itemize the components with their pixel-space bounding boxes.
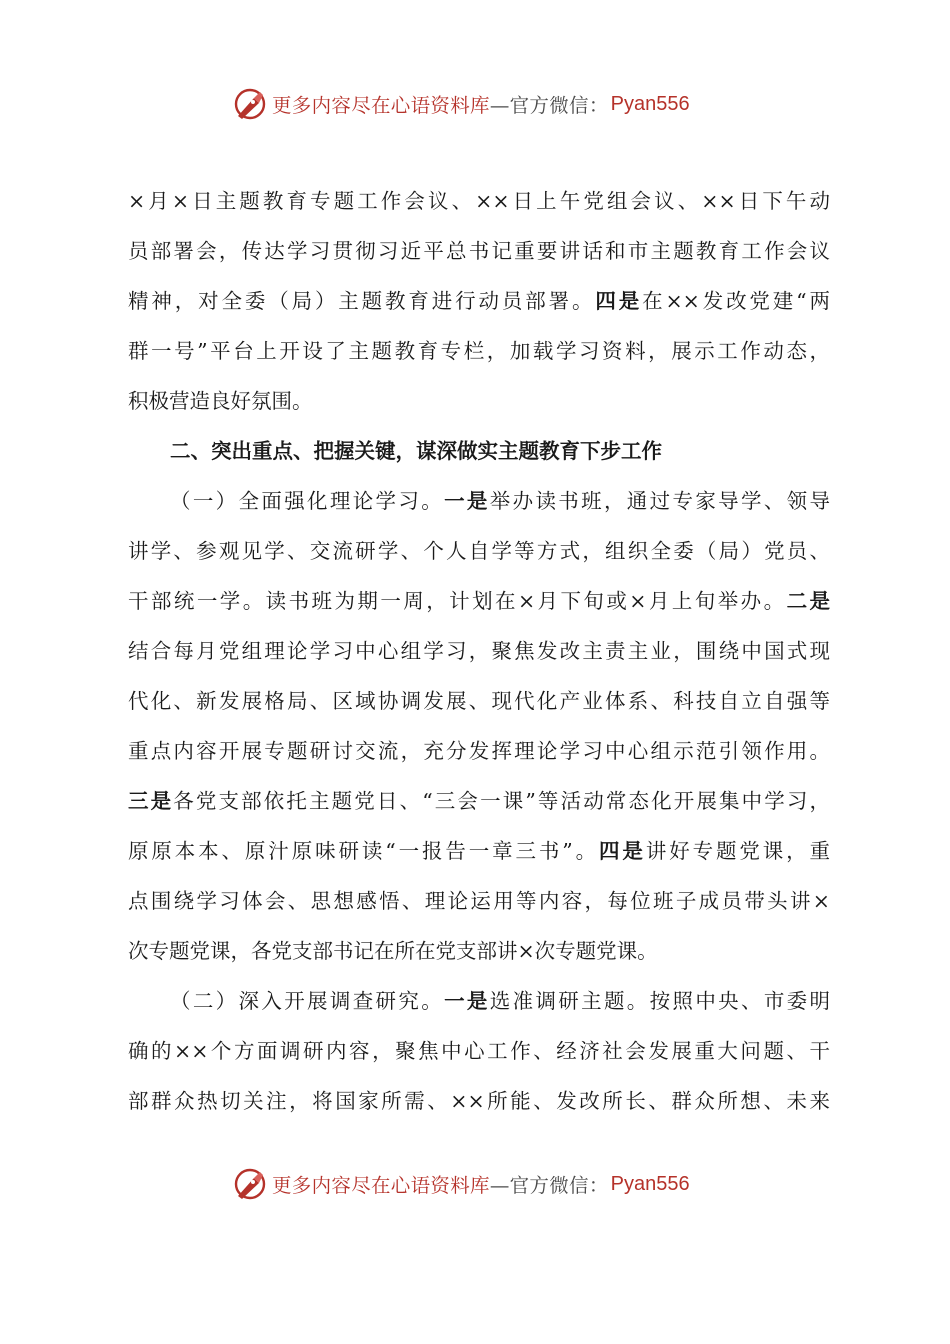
paragraph-line: 部群众热切关注，将国家所需、××所能、发改所长、群众所想、未来 [128,1089,830,1113]
watermark-grey-text: —官方微信： [489,94,609,117]
watermark-banner-top [232,84,752,124]
paragraph-line: 干部统一学。读书班为期一周，计划在×月下旬或×月上旬举办。二是 [128,589,830,613]
bold-marker: 二是 [786,589,830,613]
paragraph-line: 精神，对全委（局）主题教育进行动员部署。四是在××发改党建“两 [128,289,830,313]
paragraph-line: （二）深入开展调查研究。一是选准调研主题。按照中央、市委明 [170,989,830,1013]
bold-marker: 三是 [128,789,174,813]
pen-nib-logo-icon [232,86,268,122]
paragraph-line: 重点内容开展专题研讨交流，充分发挥理论学习中心组示范引领作用。 [128,739,830,763]
watermark-wechat-id: Pyan556 [610,92,690,115]
paragraph-line: 次专题党课，各党支部书记在所在党支部讲×次专题党课。 [128,939,658,963]
bold-marker: 四是 [595,289,643,313]
paragraph-line: 三是各党支部依托主题党日、“三会一课”等活动常态化开展集中学习， [128,789,830,813]
paragraph-line: 确的××个方面调研内容，聚焦中心工作、经济社会发展重大问题、干 [128,1039,830,1063]
watermark-grey-text: —官方微信： [489,1174,609,1197]
paragraph-line: （一）全面强化理论学习。一是举办读书班，通过专家导学、领导 [170,489,830,513]
bold-marker: 一是 [444,489,490,513]
watermark-red-text: 更多内容尽在心语资料库 [272,1174,490,1197]
paragraph-line: 点围绕学习体会、思想感悟、理论运用等内容，每位班子成员带头讲× [128,889,830,913]
paragraph-line: 员部署会，传达学习贯彻习近平总书记重要讲话和市主题教育工作会议 [128,239,830,263]
bold-marker: 四是 [599,839,646,863]
watermark-banner-bottom [232,1164,752,1204]
watermark-wechat-id: Pyan556 [610,1172,690,1195]
paragraph-line: 讲学、参观见学、交流研学、个人自学等方式，组织全委（局）党员、 [128,539,830,563]
document-body [128,176,830,1126]
paragraph-line: 原原本本、原汁原味研读“一报告一章三书”。四是讲好专题党课，重 [128,839,830,863]
watermark-red-text: 更多内容尽在心语资料库 [272,94,490,117]
paragraph-line: ×月×日主题教育专题工作会议、××日上午党组会议、××日下午动 [128,189,830,213]
bold-marker: 一是 [444,989,490,1013]
paragraph-line: 结合每月党组理论学习中心组学习，聚焦发改主责主业，围绕中国式现 [128,639,830,663]
paragraph-line: 代化、新发展格局、区域协调发展、现代化产业体系、科技自立自强等 [128,689,830,713]
paragraph-line: 积极营造良好氛围。 [128,389,313,413]
section-heading: 二、突出重点、把握关键，谋深做实主题教育下步工作 [170,439,662,463]
pen-nib-logo-icon [232,1166,268,1202]
paragraph-line: 群一号”平台上开设了主题教育专栏，加载学习资料，展示工作动态， [128,339,830,363]
